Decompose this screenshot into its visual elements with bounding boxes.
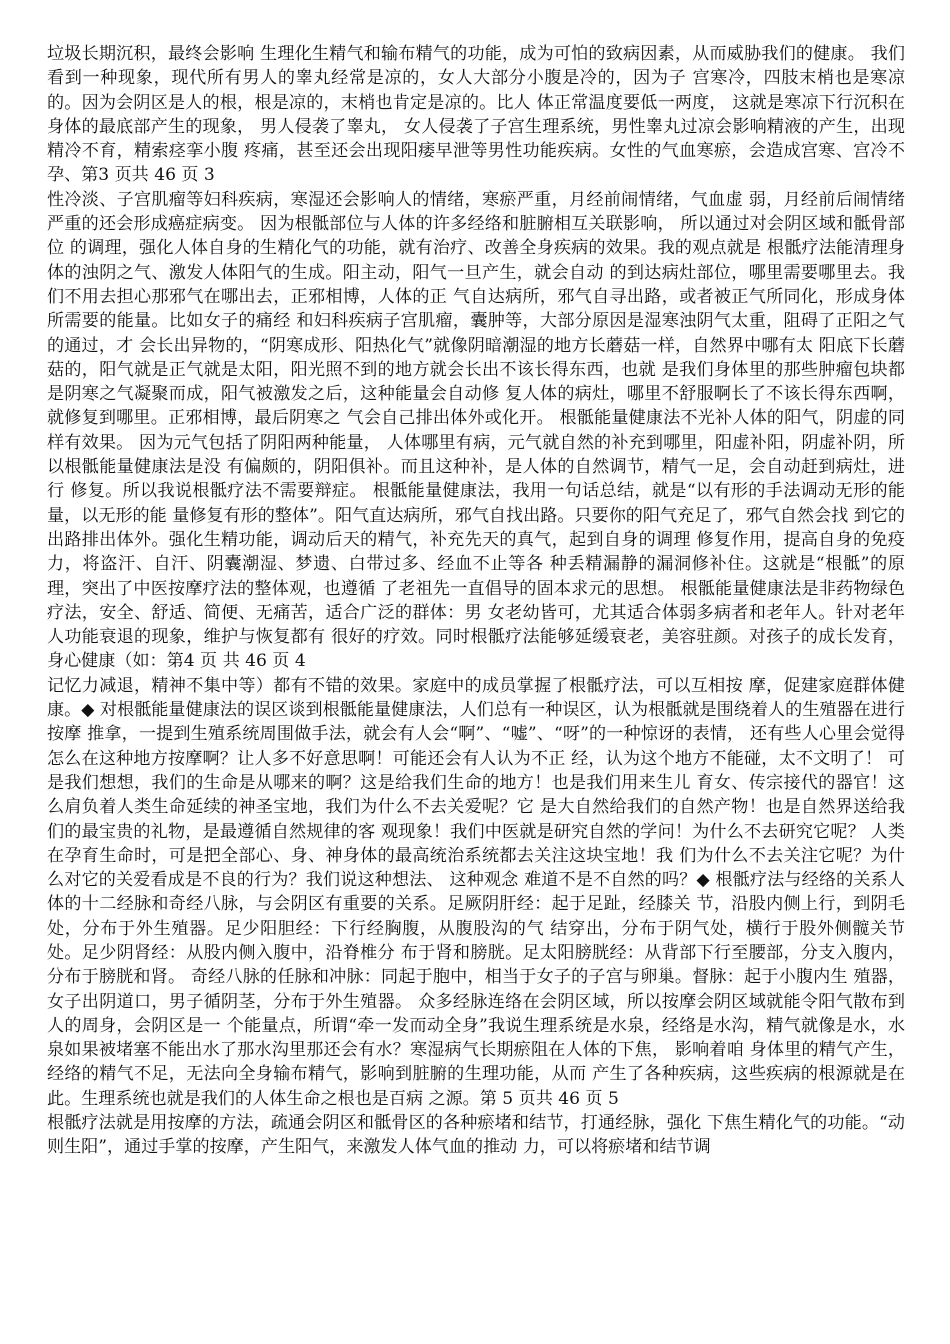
paragraph-page6-head: 根骶疗法就是用按摩的方法，疏通会阴区和骶骨区的各种瘀堵和结节，打通经脉，强化 下焦生精化气的功能。“动则生阳”，通过手掌的按摩，产生阳气，来激发人体气血的推动 力，可以将瘀堵和结节调 [47, 1113, 905, 1158]
document-page [47, 42, 905, 1332]
paragraph-page3-tail: 垃圾长期沉积，最终会影响 生理化生精气和输布精气的功能，成为可怕的致病因素，从而威胁我们的健康。 我们看到一种现象，现代所有男人的睾丸经常是凉的，女人大部分小腹是冷的，因为子 宫寒冷，四肢末梢也是寒凉的。因为会阴区是人的根，根是凉的，末梢也肯定是凉的。比人 体正常温度要低一两度， 这就是寒凉下行沉积在身体的最底部产生的现象， 男人侵袭了睾丸， 女人侵袭了子宫生理系统，男性睾丸过凉会影响精液的产生，出现精冷不育，精索痉挛小腹 疼痛，甚至还会出现阳痿早泄等男性功能疾病。女性的气血寒瘀，会造成宫寒、宫冷不孕、第3 页共 46 页 3 [47, 44, 905, 186]
paragraph-page4: 性冷淡、子宫肌瘤等妇科疾病，寒湿还会影响人的情绪，寒瘀严重，月经前闹情绪，气血虚 弱，月经前后闹情绪严重的还会形成癌症病变。 因为根骶部位与人体的许多经络和脏腑相互关联影响， 所以通过对会阴区域和骶骨部位 的调理，强化人体自身的生精化气的功能，就有治疗、改善全身疾病的效果。我的观点就是 根骶疗法能清理身体的浊阴之气、激发人体阳气的生成。阳主动，阳气一旦产生，就会自动 的到达病灶部位，哪里需要哪里去。我们不用去担心那邪气在哪出去，正邪相博，人体的正 气自达病所，邪气自寻出路，或者被正气所同化，形成身体所需要的能量。比如女子的痛经 和妇科疾病子宫肌瘤，囊肿等，大部分原因是湿寒浊阴气太重，阻碍了正阳之气的通过，才 会长出异物的，“阴寒成形、阳热化气”就像阴暗潮湿的地方长蘑菇一样，自然界中哪有太 阳底下长蘑菇的，阳气就是正气就是太阳，阳光照不到的地方就会长出不该长得东西，也就 是我们身体里的那些肿瘤包块都是阴寒之气凝聚而成，阳气被激发之后，这种能量会自动修 复人体的病灶，哪里不舒服啊长了不该长得东西啊，就修复到哪里。正邪相博，最后阴寒之 气会自己排出体外或化开。 根骶能量健康法不光补人体的阳气，阴虚的同样有效果。 因为元气包括了阴阳两种能量， 人体哪里有病，元气就自然的补充到哪里，阳虚补阳，阴虚补阴，所以根骶能量健康法是没 有偏颇的，阴阳俱补。而且这种补，是人体的自然调节，精气一足，会自动赶到病灶，进行 修复。所以我说根骶疗法不需要辩症。 根骶能量健康法，我用一句话总结，就是“以有形的手法调动无形的能量，以无形的能 量修复有形的整体”。阳气直达病所，邪气自找出路。只要你的阳气充足了，邪气自然会找 到它的出路排出体外。强化生精功能，调动后天的精气，补充先天的真气，起到自身的调理 修复作用，提高自身的免疫力，将盗汗、自汗、阴囊潮湿、梦遗、白带过多、经血不止等各 种丢精漏静的漏洞修补住。这就是“根骶”的原理，突出了中医按摩疗法的整体观，也遵循 了老祖先一直倡导的固本求元的思想。 根骶能量健康法是非药物绿色疗法，安全、舒适、简便、无痛苦，适合广泛的群体：男 女老幼皆可，尤其适合体弱多病者和老年人。针对老年人功能衰退的现象，维护与恢复都有 很好的疗效。同时根骶疗法能够延缓衰老，美容驻颜。对孩子的成长发育，身心健康（如：第4 页 共 46 页 4 [47, 189, 905, 672]
paragraph-page5: 记忆力减退，精神不集中等）都有不错的效果。家庭中的成员掌握了根骶疗法，可以互相按 摩，促建家庭群体健康。◆ 对根骶能量健康法的误区谈到根骶能量健康法，人们总有一种误区，认为根骶就是围绕着人的生殖器在进行按摩 推拿，一提到生殖系统周围做手法，就会有人会“啊”、“嘘”、“呀”的一种惊讶的表情， 还有些人心里会觉得怎么在这种地方按摩啊？让人多不好意思啊！可能还会有人认为不正 经，认为这个地方不能碰，太不文明了！ 可是我们想想，我们的生命是从哪来的啊？这是给我们生命的地方！也是我们用来生儿 育女、传宗接代的器官！这么肩负着人类生命延续的神圣宝地，我们为什么不去关爱呢？它 是大自然给我们的自然产物！也是自然界送给我们的最宝贵的礼物，是最遵循自然规律的客 观现象！我们中医就是研究自然的学问！为什么不去研究它呢？ 人类在孕育生命时，可是把全部心、身、神身体的最高统治系统都去关注这块宝地！我 们为什么不去关注它呢？为什么对它的关爱看成是不良的行为？我们说这种想法、 这种观念 难道不是不自然的吗？◆ 根骶疗法与经络的关系人体的十二经脉和奇经八脉，与会阴区有重要的关系。足厥阴肝经：起于足趾，经膝关 节，沿股内侧上行，到阴毛处，分布于外生殖器。足少阳胆经：下行经胸腹，从腹股沟的气 结穿出，分布于阴气处，横行于股外侧髋关节处。足少阴肾经：从股内侧入腹中，沿脊椎分 布于肾和膀胱。足太阳膀胱经：从背部下行至腰部，分支入腹内，分布于膀胱和肾。 奇经八脉的任脉和冲脉：同起于胞中，相当于女子的子宫与卵巢。督脉：起于小腹内生 殖器，女子出阴道口，男子循阴茎，分布于外生殖器。 众多经脉连络在会阴区域，所以按摩会阴区域就能令阳气散布到人的周身，会阴区是一 个能量点，所谓“牵一发而动全身”我说生理系统是水泉，经络是水沟，精气就像是水，水 泉如果被堵塞不能出水了那水沟里那还会有水？寒湿病气长期瘀阻在人体的下焦， 影响着咱 身体里的精气产生，经络的精气不足，无法向全身输布精气，影响到脏腑的生理功能，从而 产生了各种疾病，这些疾病的根源就是在此。生理系统也就是我们的人体生命之根也是百病 之源。第 5 页共 46 页 5 [47, 675, 905, 1109]
